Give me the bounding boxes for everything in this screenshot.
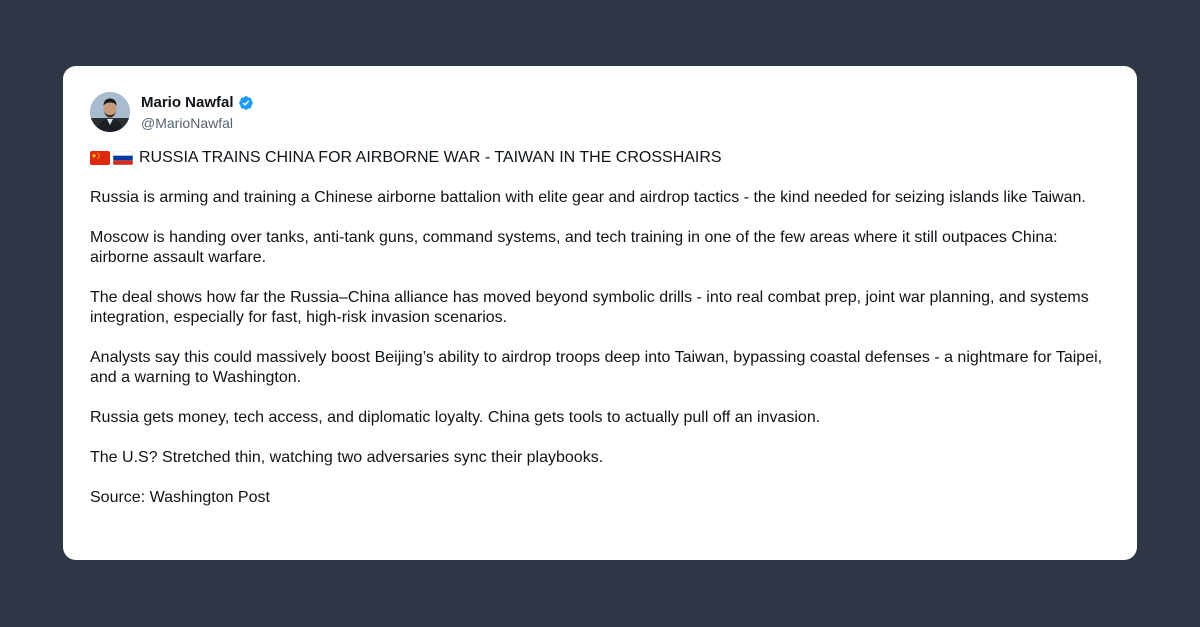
verified-badge-icon [238, 95, 254, 111]
post-body [90, 148, 1115, 528]
author-name[interactable]: Mario Nawfal [141, 94, 234, 111]
paragraph-4: Analysts say this could massively boost Beijing’s ability to airdrop troops deep into Taiwan, bypassing coastal defenses - a nightmare for Taipei, and a warning to Washington. [90, 349, 1103, 386]
avatar-image [90, 92, 130, 132]
post-card [63, 66, 1137, 560]
post-headline [90, 148, 1115, 168]
paragraph-6: The U.S? Stretched thin, watching two adversaries sync their playbooks. [90, 449, 604, 466]
russia-flag-icon [113, 151, 133, 165]
china-flag-icon [90, 151, 110, 165]
source-line: Source: Washington Post [90, 489, 270, 506]
paragraph-5: Russia gets money, tech access, and diplomatic loyalty. China gets tools to actually pull off an invasion. [90, 409, 821, 426]
author-handle[interactable]: @MarioNawfal [141, 115, 234, 131]
paragraph-1: Russia is arming and training a Chinese airborne battalion with elite gear and airdrop tactics - the kind needed for seizing islands like Taiwan. [90, 189, 1086, 206]
paragraph-2: Moscow is handing over tanks, anti-tank guns, command systems, and tech training in one of the few areas where it still outpaces China: airborne assault warfare. [90, 229, 1058, 266]
headline-text: RUSSIA TRAINS CHINA FOR AIRBORNE WAR - TAIWAN IN THE CROSSHAIRS [139, 149, 722, 166]
author-name-row [141, 94, 254, 112]
avatar[interactable] [90, 92, 130, 132]
paragraph-3: The deal shows how far the Russia–China alliance has moved beyond symbolic drills - into real combat prep, joint war planning, and systems integration, especially for fast, high-risk invasion scenarios. [90, 289, 1089, 326]
